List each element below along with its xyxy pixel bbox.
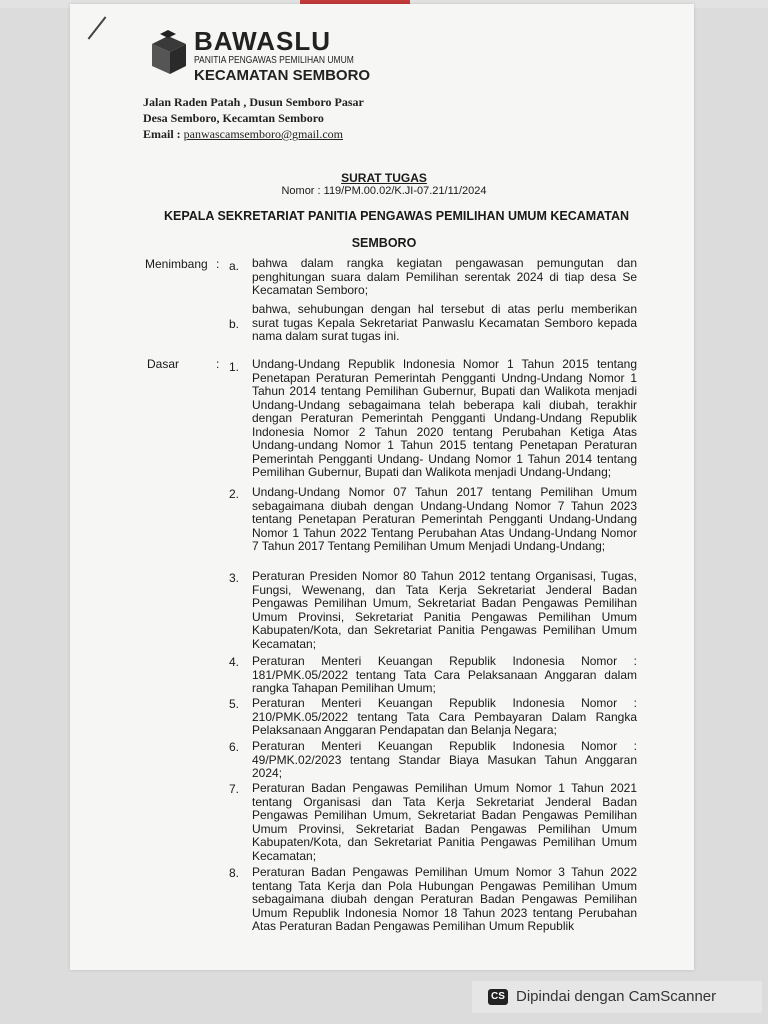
dasar-marker: 6. [229, 740, 240, 754]
camscanner-badge [472, 981, 762, 1013]
dasar-marker: 2. [229, 487, 240, 501]
org-name: BAWASLU [194, 26, 331, 56]
issuer-heading-line-1: KEPALA SEKRETARIAT PANITIA PENGAWAS PEMILIHAN UMUM KECAMATAN [164, 209, 630, 223]
org-full-name: PANITIA PENGAWAS PEMILIHAN UMUM [194, 55, 354, 66]
menimbang-text: bahwa dalam rangka kegiatan pengawasan pemungutan dan penghitungan suara dalam Pemilihan serentak 2024 di tiap desa Se Kecamatan Semboro; [252, 256, 637, 297]
document-number: Nomor : 119/PM.00.02/K.JI-07.21/11/2024 [281, 185, 487, 197]
dasar-item-text: Peraturan Presiden Nomor 80 Tahun 2012 tentang Organisasi, Tugas, Fungsi, Wewenang, dan Tata Kerja Sekretariat Jenderal Badan Pengawas Pemilihan Umum, Sekretariat Badan Pengawas Pemilihan Umum Provinsi, Sekretariat Panitia Pengawas Pemilihan Umum Kabupaten/Kota, dan Sekretariat Panitia Pengawas Pemilihan Umum Kecamatan; [252, 569, 637, 651]
dasar-item-text: Undang-Undang Nomor 07 Tahun 2017 tentang Pemilihan Umum sebagaimana diubah dengan Undang-Undang Nomor 7 Tahun 2023 tentang Penetapan Peraturan Pemerintah Pengganti Undang-Undang Nomor 1 Tahun 2022 Tentang Perubahan Atas Undang-Undang Nomor 7 Tahun 2017 Tentang Pemilihan Umum Menjadi Undang-Undang; [252, 485, 637, 553]
email-line [143, 126, 364, 142]
menimbang-colon: : [216, 257, 220, 271]
dasar-item-text: Peraturan Menteri Keuangan Republik Indonesia Nomor : 210/PMK.05/2022 tentang Tata Cara Pembayaran Dalam Rangka Pelaksanaan Anggaran Pendapatan dan Belanja Negara; [252, 696, 637, 737]
bawaslu-emblem-icon [148, 30, 190, 76]
dasar-marker: 5. [229, 697, 240, 711]
dasar-item-text: Peraturan Badan Pengawas Pemilihan Umum Nomor 3 Tahun 2022 tentang Tata Kerja dan Pola Hubungan Pengawas Pemilihan Umum sebagaimana diubah dengan Peraturan Badan Pengawas Pemilihan Umum Republik Indonesia Nomor 18 Tahun 2023 tentang Perubahan Atas Peraturan Badan Pengawas Pemilihan Umum Republik [252, 865, 637, 933]
letterhead-address [143, 94, 364, 142]
email-address: panwascamsemboro@gmail.com [183, 127, 344, 141]
menimbang-label: Menimbang [145, 257, 208, 271]
email-label: Email : [143, 127, 181, 141]
district-name: KECAMATAN SEMBORO [194, 67, 371, 84]
menimbang-marker: b. [229, 317, 240, 331]
dasar-item-text: Peraturan Menteri Keuangan Republik Indonesia Nomor : 181/PMK.05/2022 tentang Tata Cara Pelaksanaan Anggaran dalam rangka Tahapan Pemilihan Umum; [252, 654, 637, 695]
dasar-item-text: Peraturan Badan Pengawas Pemilihan Umum Nomor 1 Tahun 2021 tentang Organisasi dan Tata Kerja Sekretariat Jenderal Badan Pengawas Pemilihan Umum, Sekretariat Badan Pengawas Pemilihan Umum Provinsi, Sekretariat Badan Pengawas Pemilihan Umum Kabupaten/Kota, dan Sekretariat Panitia Pengawas Pemilihan Umum Kecamatan; [252, 781, 637, 863]
address-line-2: Desa Semboro, Kecamtan Semboro [143, 111, 324, 125]
dasar-item-text: Peraturan Menteri Keuangan Republik Indonesia Nomor : 49/PMK.02/2023 tentang Standar Biaya Masukan Tahun Anggaran 2024; [252, 739, 637, 780]
dasar-marker: 8. [229, 866, 240, 880]
dasar-marker: 4. [229, 655, 240, 669]
address-line-1: Jalan Raden Patah , Dusun Semboro Pasar [143, 95, 364, 109]
dasar-label: Dasar [147, 357, 180, 371]
dasar-marker: 7. [229, 782, 240, 796]
issuer-heading-line-2: SEMBORO [351, 236, 417, 250]
document-title: SURAT TUGAS [341, 171, 427, 185]
menimbang-text: bahwa, sehubungan dengan hal tersebut di atas perlu memberikan surat tugas Kepala Sekretariat Panwaslu Kecamatan Semboro kepada nama dalam surat tugas ini. [252, 302, 637, 343]
dasar-colon: : [216, 357, 220, 371]
menimbang-marker: a. [229, 259, 240, 273]
dasar-item-text: Undang-Undang Republik Indonesia Nomor 1 Tahun 2015 tentang Penetapan Peraturan Pemerintah Pengganti Undng-Undang Nomor 1 Tahun 2014 tentang Pemilihan Gubernur, Bupati dan Walikota menjadi Undang-Undang sebagaimana telah beberapa kali diubah, terakhir dengan Peraturan Pemerintah Pengganti Undang-Undang Republik Indonesia Nomor 2 Tahun 2020 tentang Perubahan Ketiga Atas Undang-undang Nomor 1 Tahun 2015 tentang Penetapan Peraturan Pemerintah Pengganti Undang- Undang Nomor 1 Tahun 2014 tentang Pemilihan Gubernur, Bupati dan Walikota menjadi Undang-Undang; [252, 357, 637, 479]
dasar-marker: 3. [229, 571, 240, 585]
camscanner-icon: CS [488, 989, 508, 1005]
camscanner-text: Dipindai dengan CamScanner [516, 988, 717, 1005]
dasar-marker: 1. [229, 360, 240, 374]
